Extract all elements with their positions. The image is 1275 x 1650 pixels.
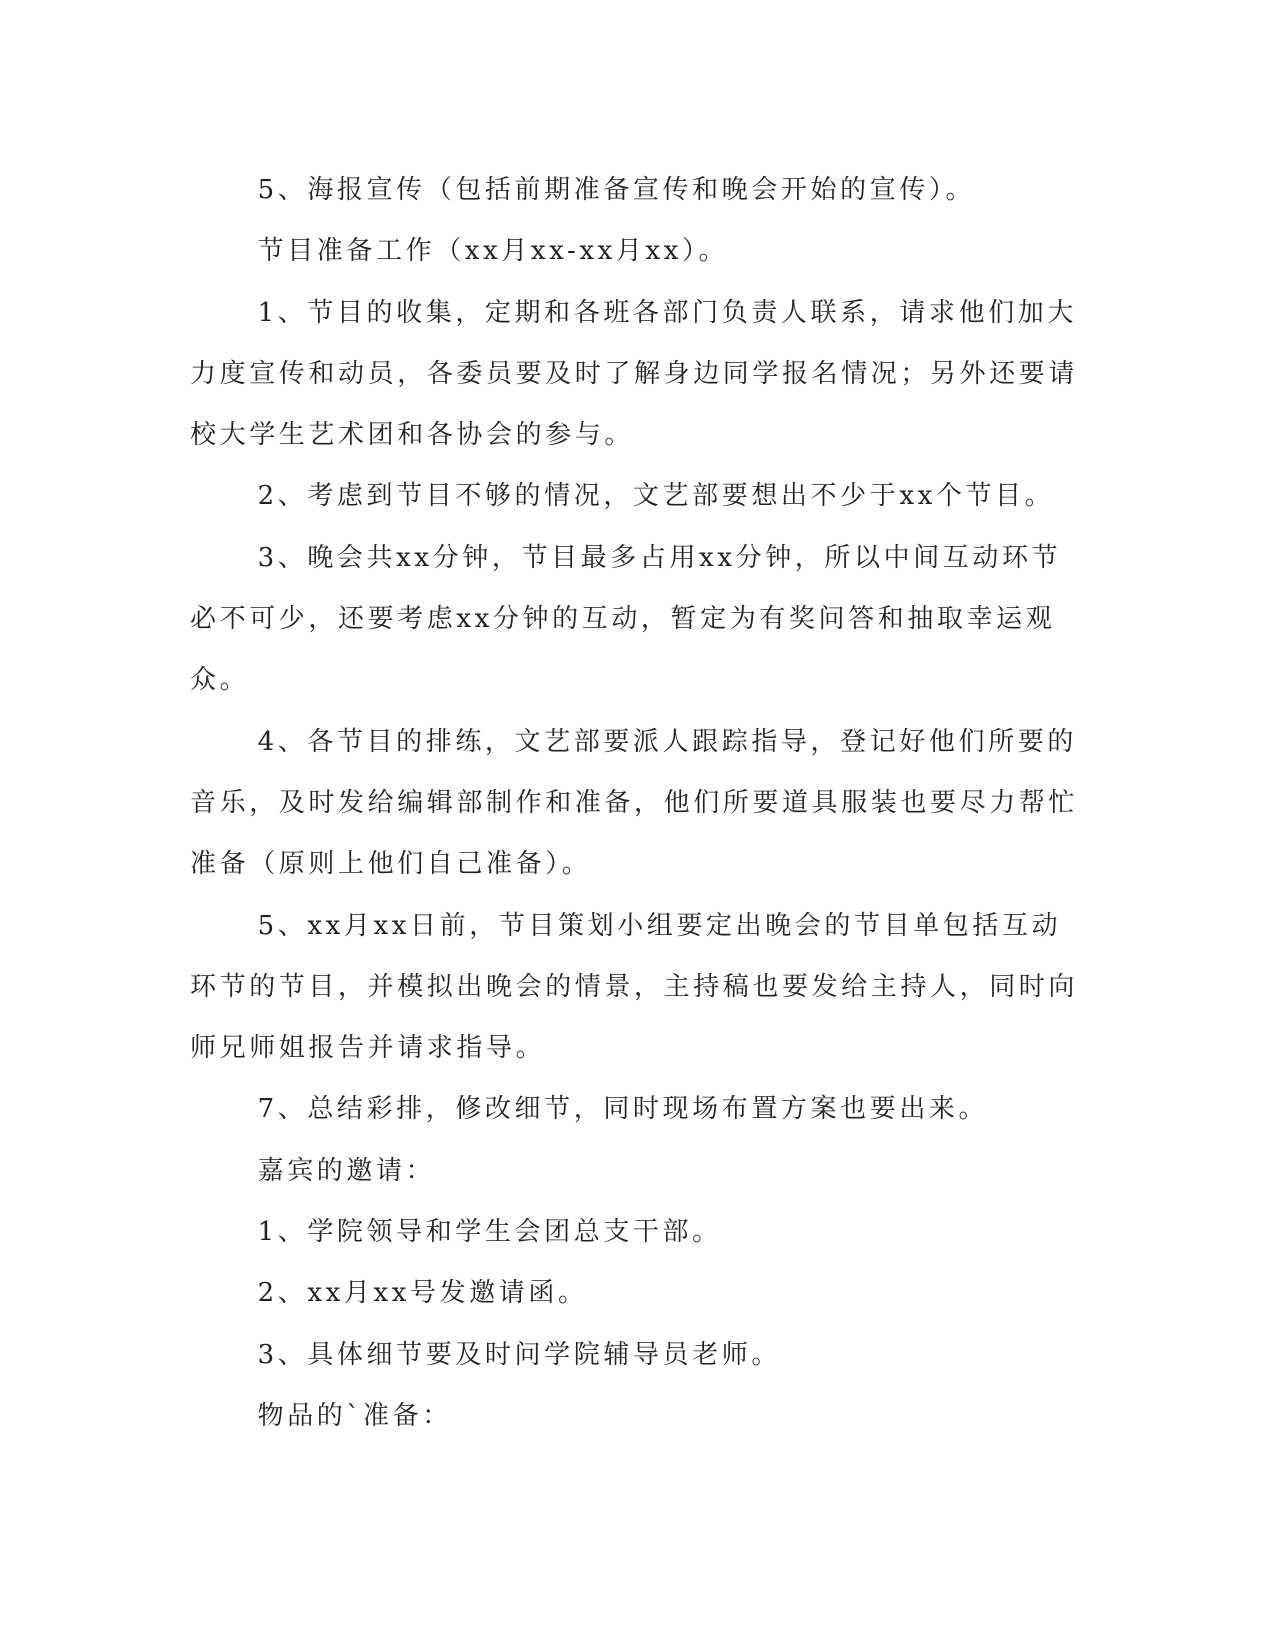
paragraph-interaction-segment: 3、晚会共xx分钟，节目最多占用xx分钟，所以中间互动环节必不可少，还要考虑xx分钟的互动，暂定为有奖问答和抽取幸运观众。 <box>190 542 1062 696</box>
paragraph-program-collection: 1、节目的收集，定期和各班各部门负责人联系，请求他们加大力度宣传和动员，各委员要及时了解身边同学报名情况；另外还要请校大学生艺术团和各协会的参与。 <box>190 297 1079 451</box>
paragraph-dress-rehearsal: 7、总结彩排，修改细节，同时现场布置方案也要出来。 <box>257 1094 989 1125</box>
paragraph-program-list: 5、xx月xx日前，节目策划小组要定出晚会的节目单包括互动环节的节目，并模拟出晚会的情景，主持稿也要发给主持人，同时向师兄师姐报告并请求指导。 <box>190 910 1079 1064</box>
paragraph-invitation-letters: 2、xx月xx号发邀请函。 <box>257 1278 588 1309</box>
paragraph-backup-programs: 2、考虑到节目不够的情况，文艺部要想出不少于xx个节目。 <box>257 481 1055 512</box>
paragraph-ask-counselor: 3、具体细节要及时问学院辅导员老师。 <box>257 1339 781 1370</box>
paragraph-rehearsal-guidance: 4、各节目的排练，文艺部要派人跟踪指导，登记好他们所要的音乐，及时发给编辑部制作和准备，他们所要道具服装也要尽力帮忙准备（原则上他们自己准备）。 <box>190 726 1079 880</box>
paragraph-guest-leaders: 1、学院领导和学生会团总支干部。 <box>257 1217 722 1248</box>
paragraph-supplies-heading: 物品的`准备： <box>257 1400 452 1431</box>
paragraph-guest-invitation-heading: 嘉宾的邀请： <box>257 1155 436 1186</box>
paragraph-poster-promotion: 5、海报宣传（包括前期准备宣传和晚会开始的宣传）。 <box>257 175 976 205</box>
paragraph-program-preparation-heading: 节目准备工作（xx月xx-xx月xx）。 <box>257 236 729 267</box>
document-body <box>190 160 1080 1447</box>
